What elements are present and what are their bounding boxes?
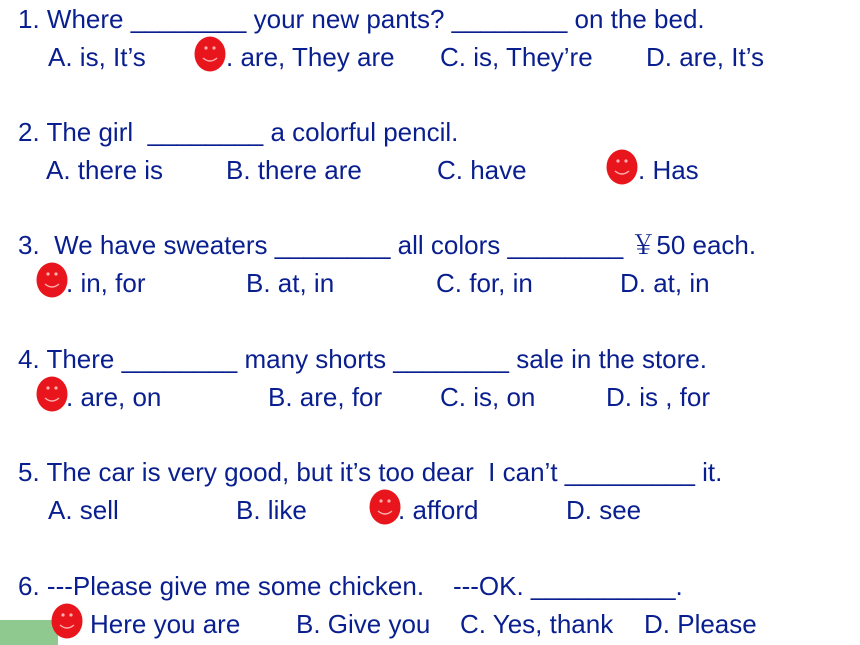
question-2-option-a: A. there is: [46, 155, 164, 185]
question-2-option-b: B. there are: [226, 155, 362, 185]
question-2-stem: 2. The girl ________ a colorful pencil.: [18, 117, 459, 147]
smiley-face-icon: [606, 149, 638, 185]
question-3-option-d: D. at, in: [620, 268, 710, 298]
smiley-face-icon: [36, 262, 68, 298]
decorative-green-bar: [0, 620, 58, 645]
question-2-option-d: . Has: [638, 155, 699, 185]
question-5-option-d: D. see: [566, 495, 642, 525]
question-6-stem: 6. ---Please give me some chicken. ---OK. __________.: [18, 571, 683, 601]
question-6-option-c: C. Yes, thank: [460, 609, 614, 639]
question-4-option-a: . are, on: [66, 382, 162, 412]
smiley-face-icon: [36, 376, 68, 412]
question-1-option-a: A. is, It’s: [48, 42, 146, 72]
smiley-face-icon: [369, 489, 401, 525]
question-1-option-d: D. are, It’s: [646, 42, 765, 72]
question-2-option-c: C. have: [437, 155, 527, 185]
question-4-option-d: D. is , for: [606, 382, 711, 412]
question-3-option-b: B. at, in: [246, 268, 335, 298]
question-3-stem: 3. We have sweaters ________ all colors ________ ￥50 each.: [18, 230, 757, 260]
question-5-option-a: A. sell: [48, 495, 119, 525]
question-6-option-b: B. Give you: [296, 609, 431, 639]
smiley-face-icon: [194, 36, 226, 72]
question-4-option-b: B. are, for: [268, 382, 383, 412]
question-1-stem: 1. Where ________ your new pants? ________ on the bed.: [18, 4, 705, 34]
question-4-option-c: C. is, on: [440, 382, 536, 412]
question-1-option-b: . are, They are: [226, 42, 395, 72]
question-6-option-d: D. Please: [644, 609, 757, 639]
question-1-option-c: C. is, They’re: [440, 42, 593, 72]
question-5-stem: 5. The car is very good, but it’s too dear I can’t _________ it.: [18, 457, 723, 487]
question-3-option-c: C. for, in: [436, 268, 533, 298]
question-4-stem: 4. There ________ many shorts ________ sale in the store.: [18, 344, 707, 374]
question-5-option-b: B. like: [236, 495, 307, 525]
question-5-option-c: . afford: [398, 495, 479, 525]
smiley-face-icon: [51, 603, 83, 639]
question-6-option-a: Here you are: [90, 609, 241, 639]
question-3-option-a: . in, for: [66, 268, 146, 298]
